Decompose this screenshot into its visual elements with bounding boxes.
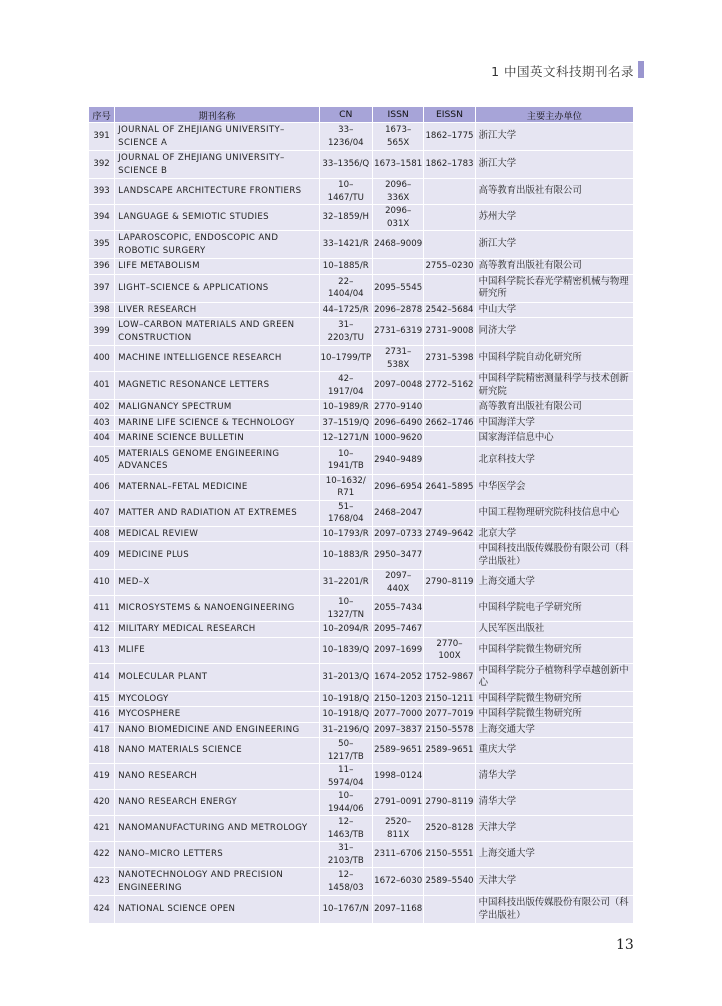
cell-publisher: 天津大学 <box>476 816 633 841</box>
cell-eissn: 2589–5540 <box>424 868 474 895</box>
cell-cn: 10–1793/R <box>320 527 372 542</box>
cell-issn: 2097–0048 <box>373 372 423 399</box>
cell-publisher: 中国工程物理研究院科技信息中心 <box>476 501 633 526</box>
cell-eissn: 2641–5895 <box>424 475 474 500</box>
table-row <box>89 447 633 474</box>
cell-publisher: 中国科学院自动化研究所 <box>476 346 633 371</box>
cell-number: 400 <box>89 346 114 371</box>
cell-journal-name: MATTER AND RADIATION AT EXTREMES <box>115 501 318 526</box>
cell-journal-name: MALIGNANCY SPECTRUM <box>115 400 318 415</box>
cell-number: 420 <box>89 790 114 815</box>
cell-eissn <box>424 596 474 621</box>
cell-number: 424 <box>89 896 114 923</box>
cell-cn: 42–1917/04 <box>320 372 372 399</box>
cell-cn: 10–1327/TN <box>320 596 372 621</box>
cell-publisher: 苏州大学 <box>476 205 633 230</box>
cell-number: 396 <box>89 259 114 274</box>
cell-eissn: 2772–5162 <box>424 372 474 399</box>
cell-journal-name: LIFE METABOLISM <box>115 259 318 274</box>
table-row <box>89 501 633 526</box>
cell-journal-name: LANDSCAPE ARCHITECTURE FRONTIERS <box>115 179 318 204</box>
cell-issn: 2096–031X <box>373 205 423 230</box>
cell-number: 422 <box>89 842 114 867</box>
cell-journal-name: MATERIALS GENOME ENGINEERING ADVANCES <box>115 447 318 474</box>
cell-cn: 11–5974/04 <box>320 764 372 789</box>
cell-eissn <box>424 400 474 415</box>
cell-journal-name: NANO MATERIALS SCIENCE <box>115 738 318 763</box>
cell-issn: 2055–7434 <box>373 596 423 621</box>
cell-eissn <box>424 542 474 569</box>
cell-journal-name: NANO–MICRO LETTERS <box>115 842 318 867</box>
cell-publisher: 上海交通大学 <box>476 570 633 595</box>
cell-cn: 37–1519/Q <box>320 416 372 431</box>
cell-cn: 31–2013/Q <box>320 664 372 691</box>
cell-number: 406 <box>89 475 114 500</box>
cell-issn: 1998–0124 <box>373 764 423 789</box>
table-row <box>89 764 633 789</box>
cell-publisher: 上海交通大学 <box>476 842 633 867</box>
cell-number: 410 <box>89 570 114 595</box>
cell-eissn: 2150–5551 <box>424 842 474 867</box>
cell-issn: 1000–9620 <box>373 431 423 446</box>
cell-journal-name: NANO BIOMEDICINE AND ENGINEERING <box>115 723 318 738</box>
cell-eissn: 2790–8119 <box>424 570 474 595</box>
col-header-publisher: 主要主办单位 <box>476 107 633 122</box>
cell-issn: 1674–2052 <box>373 664 423 691</box>
table-row <box>89 527 633 542</box>
col-header-issn: ISSN <box>373 107 423 122</box>
cell-cn: 31–2201/R <box>320 570 372 595</box>
cell-cn: 44–1725/R <box>320 303 372 318</box>
cell-publisher: 高等教育出版社有限公司 <box>476 400 633 415</box>
cell-cn: 31–2196/Q <box>320 723 372 738</box>
cell-eissn: 2150–5578 <box>424 723 474 738</box>
col-header-journal-name: 期刊名称 <box>115 107 318 122</box>
cell-issn: 2077–7000 <box>373 707 423 722</box>
table-row <box>89 664 633 691</box>
cell-number: 401 <box>89 372 114 399</box>
cell-journal-name: MACHINE INTELLIGENCE RESEARCH <box>115 346 318 371</box>
cell-eissn: 2542–5684 <box>424 303 474 318</box>
table-row <box>89 400 633 415</box>
cell-publisher: 人民军医出版社 <box>476 622 633 637</box>
table-row <box>89 318 633 345</box>
col-header-number: 序号 <box>89 107 114 122</box>
cell-publisher: 中国科学院精密测量科学与技术创新研究院 <box>476 372 633 399</box>
cell-issn: 2589–9651 <box>373 738 423 763</box>
table-row <box>89 570 633 595</box>
cell-number: 405 <box>89 447 114 474</box>
table-row <box>89 790 633 815</box>
cell-issn: 2940–9489 <box>373 447 423 474</box>
cell-publisher: 中国科学院分子植物科学卓越创新中心 <box>476 664 633 691</box>
cell-publisher: 浙江大学 <box>476 151 633 178</box>
cell-cn: 12–1458/03 <box>320 868 372 895</box>
cell-issn: 2096–6954 <box>373 475 423 500</box>
cell-publisher: 同济大学 <box>476 318 633 345</box>
cell-cn: 51–1768/04 <box>320 501 372 526</box>
cell-issn: 1673–565X <box>373 123 423 150</box>
cell-cn: 32–1859/H <box>320 205 372 230</box>
cell-journal-name: MILITARY MEDICAL RESEARCH <box>115 622 318 637</box>
cell-publisher: 中国科学院电子学研究所 <box>476 596 633 621</box>
cell-issn: 2150–1203 <box>373 692 423 707</box>
cell-eissn: 2755–0230 <box>424 259 474 274</box>
table-row <box>89 475 633 500</box>
cell-number: 392 <box>89 151 114 178</box>
cell-eissn: 2749–9642 <box>424 527 474 542</box>
cell-issn: 2311–6706 <box>373 842 423 867</box>
cell-journal-name: MOLECULAR PLANT <box>115 664 318 691</box>
table-row <box>89 151 633 178</box>
table-row <box>89 868 633 895</box>
journal-table <box>88 106 634 924</box>
cell-eissn: 2790–8119 <box>424 790 474 815</box>
cell-publisher: 中国科学院微生物研究所 <box>476 638 633 663</box>
cell-journal-name: MARINE SCIENCE BULLETIN <box>115 431 318 446</box>
cell-journal-name: MEDICAL REVIEW <box>115 527 318 542</box>
cell-eissn: 1752–9867 <box>424 664 474 691</box>
cell-number: 399 <box>89 318 114 345</box>
cell-publisher: 北京大学 <box>476 527 633 542</box>
cell-cn: 33–1356/Q <box>320 151 372 178</box>
col-header-eissn: EISSN <box>424 107 474 122</box>
cell-eissn <box>424 275 474 302</box>
cell-journal-name: NANO RESEARCH ENERGY <box>115 790 318 815</box>
cell-eissn <box>424 205 474 230</box>
cell-number: 409 <box>89 542 114 569</box>
cell-issn: 2096–2878 <box>373 303 423 318</box>
table-row <box>89 816 633 841</box>
cell-journal-name: NANOTECHNOLOGY AND PRECISION ENGINEERING <box>115 868 318 895</box>
cell-number: 413 <box>89 638 114 663</box>
cell-issn: 2468–2047 <box>373 501 423 526</box>
cell-eissn <box>424 764 474 789</box>
cell-number: 391 <box>89 123 114 150</box>
cell-issn: 2468–9009 <box>373 231 423 258</box>
cell-cn: 10–1918/Q <box>320 692 372 707</box>
cell-eissn <box>424 431 474 446</box>
cell-publisher: 浙江大学 <box>476 231 633 258</box>
cell-eissn <box>424 896 474 923</box>
cell-issn: 2095–7467 <box>373 622 423 637</box>
cell-journal-name: MEDICINE PLUS <box>115 542 318 569</box>
table-row <box>89 622 633 637</box>
table-row <box>89 259 633 274</box>
cell-cn: 10–1885/R <box>320 259 372 274</box>
cell-number: 404 <box>89 431 114 446</box>
cell-publisher: 中国海洋大学 <box>476 416 633 431</box>
header-accent-bar <box>638 61 644 78</box>
cell-issn: 2731–538X <box>373 346 423 371</box>
cell-number: 416 <box>89 707 114 722</box>
cell-number: 393 <box>89 179 114 204</box>
cell-number: 414 <box>89 664 114 691</box>
cell-publisher: 中山大学 <box>476 303 633 318</box>
cell-issn: 1673–1581 <box>373 151 423 178</box>
cell-cn: 10–1883/R <box>320 542 372 569</box>
cell-cn: 10–1467/TU <box>320 179 372 204</box>
cell-journal-name: LIVER RESEARCH <box>115 303 318 318</box>
cell-eissn <box>424 501 474 526</box>
running-header: 1 中国英文科技期刊名录 <box>491 64 634 79</box>
cell-cn: 10–1839/Q <box>320 638 372 663</box>
cell-journal-name: MYCOSPHERE <box>115 707 318 722</box>
cell-number: 397 <box>89 275 114 302</box>
cell-cn: 10–1944/06 <box>320 790 372 815</box>
cell-publisher: 中国科学院微生物研究所 <box>476 692 633 707</box>
cell-number: 402 <box>89 400 114 415</box>
cell-cn: 10–1767/N <box>320 896 372 923</box>
cell-eissn <box>424 447 474 474</box>
cell-number: 421 <box>89 816 114 841</box>
cell-publisher: 国家海洋信息中心 <box>476 431 633 446</box>
cell-journal-name: LIGHT–SCIENCE & APPLICATIONS <box>115 275 318 302</box>
cell-issn: 2097–1699 <box>373 638 423 663</box>
cell-number: 411 <box>89 596 114 621</box>
cell-cn: 33–1421/R <box>320 231 372 258</box>
cell-eissn: 2770–100X <box>424 638 474 663</box>
table-row <box>89 692 633 707</box>
cell-cn: 50–1217/TB <box>320 738 372 763</box>
cell-eissn: 2077–7019 <box>424 707 474 722</box>
cell-number: 394 <box>89 205 114 230</box>
cell-journal-name: LANGUAGE & SEMIOTIC STUDIES <box>115 205 318 230</box>
cell-eissn: 2589–9651 <box>424 738 474 763</box>
cell-number: 417 <box>89 723 114 738</box>
cell-publisher: 中华医学会 <box>476 475 633 500</box>
cell-eissn <box>424 231 474 258</box>
cell-eissn: 2731–5398 <box>424 346 474 371</box>
table-row <box>89 638 633 663</box>
cell-cn: 31–2203/TU <box>320 318 372 345</box>
col-header-cn: CN <box>320 107 372 122</box>
cell-journal-name: NANOMANUFACTURING AND METROLOGY <box>115 816 318 841</box>
cell-eissn: 2662–1746 <box>424 416 474 431</box>
table-row <box>89 123 633 150</box>
cell-number: 415 <box>89 692 114 707</box>
cell-issn: 2097–3837 <box>373 723 423 738</box>
table-row <box>89 431 633 446</box>
cell-issn: 2096–6490 <box>373 416 423 431</box>
cell-number: 395 <box>89 231 114 258</box>
cell-cn: 10–1918/Q <box>320 707 372 722</box>
cell-number: 398 <box>89 303 114 318</box>
cell-cn: 10–1941/TB <box>320 447 372 474</box>
cell-cn: 10–1989/R <box>320 400 372 415</box>
table-row <box>89 738 633 763</box>
table-row <box>89 596 633 621</box>
cell-issn: 2770–9140 <box>373 400 423 415</box>
cell-publisher: 天津大学 <box>476 868 633 895</box>
cell-eissn: 2731–9008 <box>424 318 474 345</box>
cell-number: 407 <box>89 501 114 526</box>
cell-eissn: 1862–1783 <box>424 151 474 178</box>
cell-cn: 33–1236/04 <box>320 123 372 150</box>
cell-issn: 2096–336X <box>373 179 423 204</box>
cell-publisher: 清华大学 <box>476 764 633 789</box>
cell-journal-name: MLIFE <box>115 638 318 663</box>
table-row <box>89 416 633 431</box>
cell-publisher: 清华大学 <box>476 790 633 815</box>
table-row <box>89 231 633 258</box>
cell-journal-name: LOW–CARBON MATERIALS AND GREEN CONSTRUCTION <box>115 318 318 345</box>
cell-number: 423 <box>89 868 114 895</box>
cell-eissn: 2520–8128 <box>424 816 474 841</box>
cell-journal-name: MICROSYSTEMS & NANOENGINEERING <box>115 596 318 621</box>
cell-issn: 2791–0091 <box>373 790 423 815</box>
cell-cn: 12–1463/TB <box>320 816 372 841</box>
cell-journal-name: JOURNAL OF ZHEJIANG UNIVERSITY–SCIENCE B <box>115 151 318 178</box>
cell-publisher: 北京科技大学 <box>476 447 633 474</box>
cell-journal-name: NANO RESEARCH <box>115 764 318 789</box>
cell-number: 403 <box>89 416 114 431</box>
table-row <box>89 346 633 371</box>
table-row <box>89 896 633 923</box>
cell-eissn: 2150–1211 <box>424 692 474 707</box>
cell-cn: 10–2094/R <box>320 622 372 637</box>
cell-publisher: 高等教育出版社有限公司 <box>476 179 633 204</box>
cell-eissn <box>424 179 474 204</box>
cell-number: 412 <box>89 622 114 637</box>
cell-journal-name: MATERNAL–FETAL MEDICINE <box>115 475 318 500</box>
table-row <box>89 372 633 399</box>
cell-publisher: 中国科学院微生物研究所 <box>476 707 633 722</box>
cell-journal-name: MYCOLOGY <box>115 692 318 707</box>
table-header-row <box>89 107 633 122</box>
cell-publisher: 重庆大学 <box>476 738 633 763</box>
cell-eissn: 1862–1775 <box>424 123 474 150</box>
cell-issn: 2520–811X <box>373 816 423 841</box>
cell-number: 408 <box>89 527 114 542</box>
cell-publisher: 高等教育出版社有限公司 <box>476 259 633 274</box>
cell-journal-name: LAPAROSCOPIC, ENDOSCOPIC AND ROBOTIC SURGERY <box>115 231 318 258</box>
table-row <box>89 275 633 302</box>
cell-publisher: 上海交通大学 <box>476 723 633 738</box>
cell-issn: 2731–6319 <box>373 318 423 345</box>
cell-issn: 2950–3477 <box>373 542 423 569</box>
table-row <box>89 707 633 722</box>
cell-publisher: 中国科技出版传媒股份有限公司（科学出版社） <box>476 896 633 923</box>
cell-issn: 2097–0733 <box>373 527 423 542</box>
cell-journal-name: MED–X <box>115 570 318 595</box>
table-row <box>89 303 633 318</box>
cell-publisher: 中国科技出版传媒股份有限公司（科学出版社） <box>476 542 633 569</box>
cell-issn <box>373 259 423 274</box>
table-row <box>89 723 633 738</box>
cell-eissn <box>424 622 474 637</box>
table-row <box>89 842 633 867</box>
cell-journal-name: MAGNETIC RESONANCE LETTERS <box>115 372 318 399</box>
cell-number: 419 <box>89 764 114 789</box>
cell-issn: 2095–5545 <box>373 275 423 302</box>
table-row <box>89 205 633 230</box>
cell-number: 418 <box>89 738 114 763</box>
cell-cn: 31–2103/TB <box>320 842 372 867</box>
page-number: 13 <box>616 937 634 953</box>
cell-cn: 22–1404/04 <box>320 275 372 302</box>
cell-journal-name: MARINE LIFE SCIENCE & TECHNOLOGY <box>115 416 318 431</box>
cell-publisher: 浙江大学 <box>476 123 633 150</box>
cell-journal-name: NATIONAL SCIENCE OPEN <box>115 896 318 923</box>
cell-cn: 10–1632/ R71 <box>320 475 372 500</box>
cell-issn: 2097–1168 <box>373 896 423 923</box>
cell-cn: 10–1799/TP <box>320 346 372 371</box>
table-row <box>89 179 633 204</box>
cell-journal-name: JOURNAL OF ZHEJIANG UNIVERSITY–SCIENCE A <box>115 123 318 150</box>
cell-publisher: 中国科学院长春光学精密机械与物理研究所 <box>476 275 633 302</box>
cell-issn: 2097–440X <box>373 570 423 595</box>
cell-issn: 1672–6030 <box>373 868 423 895</box>
cell-cn: 12–1271/N <box>320 431 372 446</box>
table-row <box>89 542 633 569</box>
